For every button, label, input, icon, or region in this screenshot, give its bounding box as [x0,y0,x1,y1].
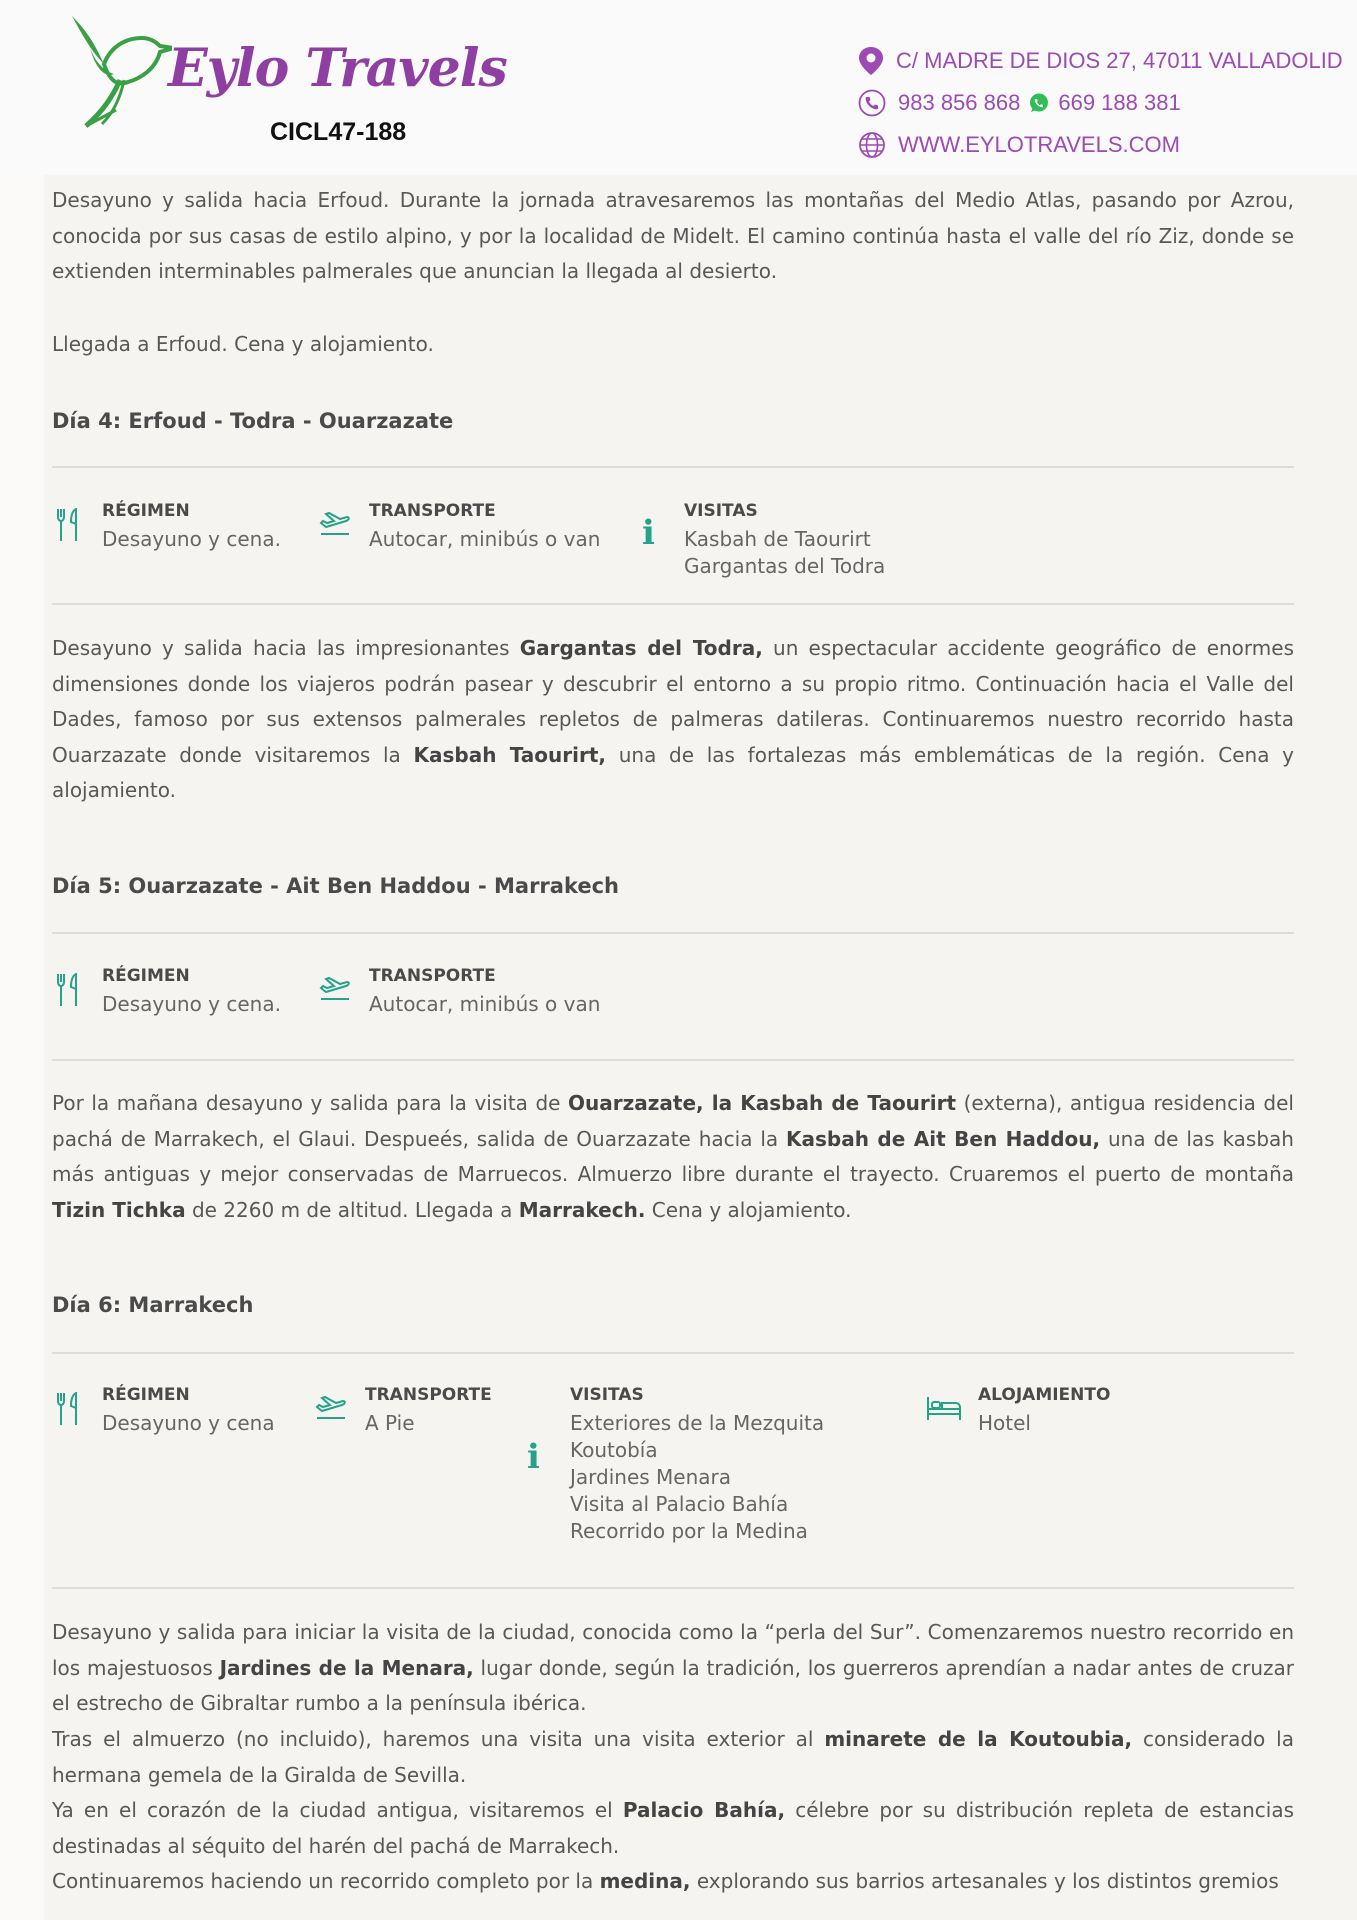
divider [52,1587,1294,1589]
transporte-label: TRANSPORTE [369,501,496,521]
divider [52,466,1294,468]
transporte-value: A Pie [365,1411,415,1435]
location-pin-icon [858,46,884,76]
visita-item: Recorrido por la Medina [570,1519,808,1543]
day-4-description: Desayuno y salida hacia las impresionantes Gargantas del Todra, un espectacular accidente geográfico de enormes dimensiones donde los viajeros podrán pasear y descubrir el entorno a su propio ritmo. Continuación hacia el Valle del Dades, famoso por sus extensos palmerales repletos de palmeras datileras. Continuaremos nuestro recorrido hasta Ouarzazate donde visitaremos la Kasbah Taourirt, una de las fortalezas más emblemáticas de la región. Cena y alojamiento. [52,636,1295,802]
regimen-label: RÉGIMEN [102,966,190,986]
regimen-label: RÉGIMEN [102,501,190,521]
website-row [858,124,1348,166]
brand-name: Eylo Travels [168,38,507,99]
visita-item: Exteriores de la Mezquita [570,1411,825,1435]
regimen-label: RÉGIMEN [102,1385,190,1405]
itinerary-content [44,175,1357,1920]
day-4-title: Día 4: Erfoud - Todra - Ouarzazate [52,409,454,433]
globe-icon [858,131,886,159]
visitas-label: VISITAS [570,1385,644,1405]
whatsapp-icon [1028,92,1050,114]
visita-item: Visita al Palacio Bahía [570,1492,789,1516]
visita-item: Koutobía [570,1438,658,1462]
info-icon: i [527,1437,540,1477]
whatsapp-number[interactable]: 669 188 381 [1058,90,1181,115]
alojamiento-label: ALOJAMIENTO [978,1385,1111,1405]
visita-item: Jardines Menara [570,1465,732,1489]
plane-icon [314,1393,348,1423]
day-6-paragraph-2: Tras el almuerzo (no incluido), haremos una visita una visita exterior al minarete de la Koutoubia, considerado la hermana gemela de la Giralda de Sevilla. [52,1727,1294,1787]
day-5-title: Día 5: Ouarzazate - Ait Ben Haddou - Marrakech [52,874,619,898]
regimen-value: Desayuno y cena [102,1411,275,1435]
transporte-value: Autocar, minibús o van [369,992,601,1016]
arrival-paragraph: Llegada a Erfoud. Cena y alojamiento. [52,332,434,356]
whatsapp-block [1028,90,1180,116]
header [0,0,1357,175]
transporte-label: TRANSPORTE [369,966,496,986]
day-5-description: Por la mañana desayuno y salida para la visita de Ouarzazate, la Kasbah de Taourirt (externa), antigua residencia del pachá de Marrakech, el Glaui. Despueés, salida de Ouarzazate hacia la Kasbah de Ait Ben Haddou, una de las kasbah más antiguas y mejor conservadas de Marruecos. Almuerzo libre durante el trayecto. Cruaremos el puerto de montaña Tizin Tichka de 2260 m de altitud. Llegada a Marrakech. Cena y alojamiento. [52,1091,1294,1222]
license-code: CICL47-188 [270,118,407,146]
fork-knife-icon [56,973,80,1007]
visita-item: Gargantas del Todra [684,554,886,578]
transporte-label: TRANSPORTE [365,1385,492,1405]
intro-paragraph: Desayuno y salida hacia Erfoud. Durante la jornada atravesaremos las montañas del Medio Atlas, pasando por Azrou, conocida por sus casas de estilo alpino, y por la localidad de Midelt. El camino continúa hasta el valle del río Ziz, donde se extienden interminables palmerales que anuncian la llegada al desierto. [52,188,1294,283]
hummingbird-logo-icon [62,8,172,133]
phone-icon [858,89,886,117]
transporte-value: Autocar, minibús o van [369,527,601,551]
website-link[interactable]: WWW.EYLOTRAVELS.COM [898,132,1180,157]
address-text: C/ MADRE DE DIOS 27, 47011 VALLADOLID [896,48,1343,73]
phone-row [858,82,1348,124]
regimen-value: Desayuno y cena. [102,992,281,1016]
contact-block [858,40,1348,166]
alojamiento-value: Hotel [978,1411,1031,1435]
visita-item: Kasbah de Taourirt [684,527,871,551]
phone-number[interactable]: 983 856 868 [898,90,1021,115]
regimen-value: Desayuno y cena. [102,527,281,551]
day-6-title: Día 6: Marrakech [52,1293,254,1317]
divider [52,603,1294,605]
bed-icon [926,1393,962,1423]
fork-knife-icon [56,508,80,542]
plane-icon [318,974,352,1004]
divider [52,1352,1294,1354]
divider [52,1059,1294,1061]
day-6-paragraph-3: Ya en el corazón de la ciudad antigua, visitaremos el Palacio Bahía, célebre por su distribución repleta de estancias destinadas al séquito del harén del pachá de Marrakech. [52,1798,1295,1858]
plane-icon [318,509,352,539]
divider [52,932,1294,934]
visitas-label: VISITAS [684,501,758,521]
day-6-paragraph-4: Continuaremos haciendo un recorrido completo por la medina, explorando sus barrios artesanales y los distintos gremios [52,1869,1279,1893]
fork-knife-icon [56,1392,80,1426]
info-icon: i [642,513,655,553]
day-6-paragraph-1: Desayuno y salida para iniciar la visita de la ciudad, conocida como la “perla del Sur”. Comenzaremos nuestro recorrido en los majestuosos Jardines de la Menara, lugar donde, según la tradición, los guerreros aprendían a nadar antes de cruzar el estrecho de Gibraltar rumbo a la península ibérica. [52,1620,1294,1715]
address-row [858,40,1348,82]
